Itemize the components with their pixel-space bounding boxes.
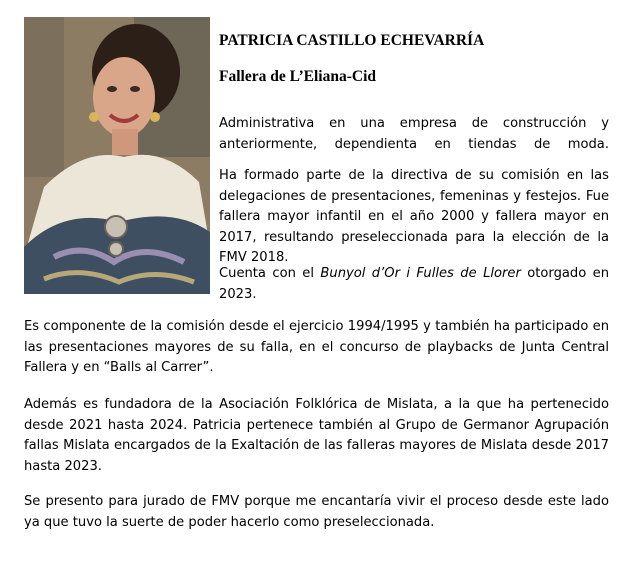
bio-paragraph-directiva: Ha formado parte de la directiva de su comisión en las delegaciones de presentaciones, femeninas y festejos. Fue fallera mayor infantil en el año 2000 y fallera mayor en 2017, resultando preseleccionada para la elección de la FMV 2018.: [219, 168, 609, 265]
bio-paragraph-comision: Es componente de la comisión desde el ejercicio 1994/1995 y también ha participado en las presentaciones mayores de su falla, en el concurso de playbacks de Junta Central Fallera y en “Balls al Carrer”.: [24, 319, 609, 375]
award-text-before: Cuenta con el: [219, 266, 321, 281]
bio-paragraph-award: [219, 264, 609, 305]
role-subheading: Fallera de L’Eliana-Cid: [219, 68, 377, 85]
bio-paragraph-asociacion: Además es fundadora de la Asociación Folklórica de Mislata, a la que ha pertenecido desde 2021 hasta 2024. Patricia pertenece también al Grupo de Germanor Agrupación fallas Mislata encargados de la Exaltación de las falleras mayores de Mislata desde 2017 hasta 2023.: [24, 397, 609, 474]
bio-paragraph-occupation: Administrativa en una empresa de construcción y anteriormente, dependienta en tiendas de moda.: [219, 116, 609, 152]
award-text-after: otorgado en 2023.: [219, 266, 609, 302]
portrait-photo: [24, 17, 210, 294]
name-heading: PATRICIA CASTILLO ECHEVARRÍA: [219, 32, 485, 49]
bio-paragraph-jurado: Se presento para jurado de FMV porque me encantaría vivir el proceso desde este lado ya que tuvo la suerte de poder hacerlo como preseleccionada.: [24, 494, 609, 530]
award-name: Bunyol d’Or i Fulles de Llorer: [320, 266, 521, 281]
